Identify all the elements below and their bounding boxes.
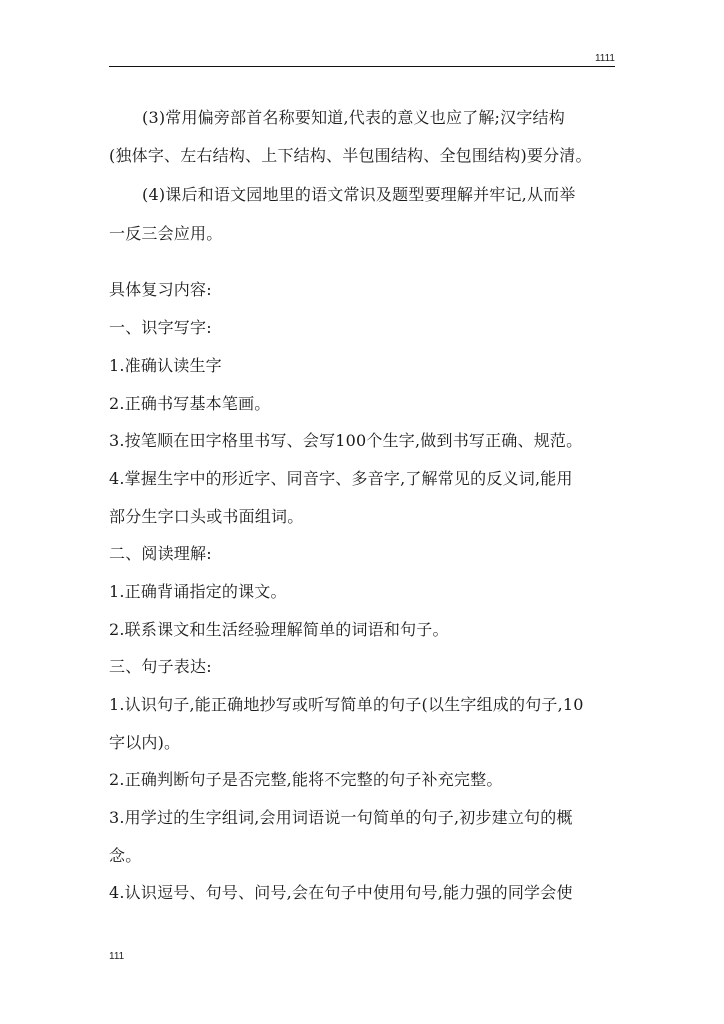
list-item: 4.认识逗号、句号、问号,会在句子中使用句号,能力强的同学会使 <box>109 883 573 902</box>
paragraph-line: (3)常用偏旁部首名称要知道,代表的意义也应了解;汉字结构 <box>142 108 565 127</box>
paragraph-line: (4)课后和语文园地里的语文常识及题型要理解并牢记,从而举 <box>142 185 576 204</box>
paragraph-line: 一反三会应用。 <box>109 224 223 243</box>
section-heading: 具体复习内容: <box>109 280 212 299</box>
list-item: 4.掌握生字中的形近字、同音字、多音字,了解常见的反义词,能用 <box>109 469 573 488</box>
list-item-continuation: 部分生字口头或书面组词。 <box>109 507 304 526</box>
list-item-continuation: 字以内)。 <box>109 733 181 752</box>
list-item: 2.联系课文和生活经验理解简单的词语和句子。 <box>109 620 449 639</box>
list-item: 2.正确判断句子是否完整,能将不完整的句子补充完整。 <box>109 770 503 789</box>
section-heading: 三、句子表达: <box>109 657 212 676</box>
page-footer-number: 111 <box>109 951 125 962</box>
list-item-continuation: 念。 <box>109 846 142 865</box>
list-item: 1.正确背诵指定的课文。 <box>109 582 287 601</box>
list-item: 1.认识句子,能正确地抄写或听写简单的句子(以生字组成的句子,10 <box>109 695 584 714</box>
list-item: 2.正确书写基本笔画。 <box>109 394 271 413</box>
header-rule <box>109 66 615 67</box>
section-heading: 二、阅读理解: <box>109 544 212 563</box>
page-header-number: 1111 <box>594 53 615 64</box>
list-item: 3.按笔顺在田字格里书写、会写100个生字,做到书写正确、规范。 <box>109 431 583 450</box>
list-item: 3.用学过的生字组词,会用词语说一句简单的句子,初步建立句的概 <box>109 808 573 827</box>
section-heading: 一、识字写字: <box>109 318 212 337</box>
list-item: 1.准确认读生字 <box>109 356 222 375</box>
paragraph-line: (独体字、左右结构、上下结构、半包围结构、全包围结构)要分清。 <box>109 146 592 165</box>
